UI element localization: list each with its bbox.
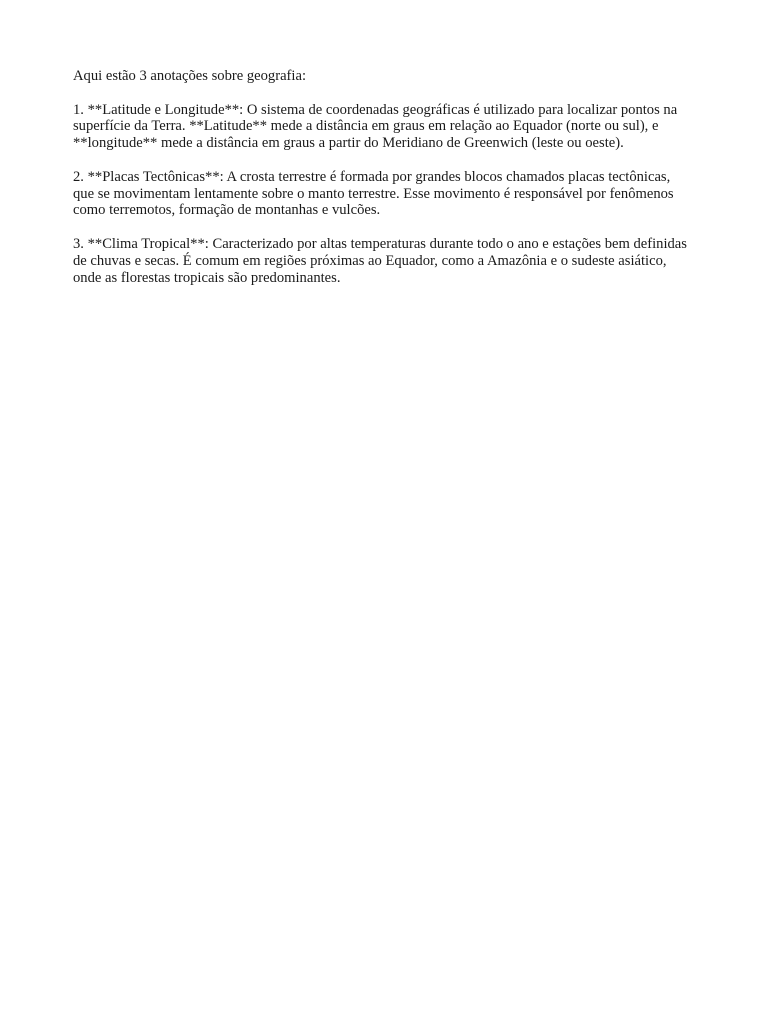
note-clima-tropical: 3. **Clima Tropical**: Caracterizado por altas temperaturas durante todo o ano e estações bem definidas de chuvas e secas. É comum em regiões próximas ao Equador, como a Amazônia e o sudeste asiático, onde as florestas tropicais são predominantes.: [73, 235, 687, 286]
note-placas-tectonicas: 2. **Placas Tectônicas**: A crosta terrestre é formada por grandes blocos chamados placas tectônicas, que se movimentam lentamente sobre o manto terrestre. Esse movimento é responsável por fenômenos como terremotos, formação de montanhas e vulcões.: [73, 168, 674, 219]
document-page: [73, 68, 693, 303]
intro-text: Aqui estão 3 anotações sobre geografia:: [73, 68, 307, 84]
note-latitude-longitude: 1. **Latitude e Longitude**: O sistema de coordenadas geográficas é utilizado para localizar pontos na superfície da Terra. **Latitude** mede a distância em graus em relação ao Equador (norte ou sul), e **longitude** mede a distância em graus a partir do Meridiano de Greenwich (leste ou oeste).: [73, 101, 678, 152]
